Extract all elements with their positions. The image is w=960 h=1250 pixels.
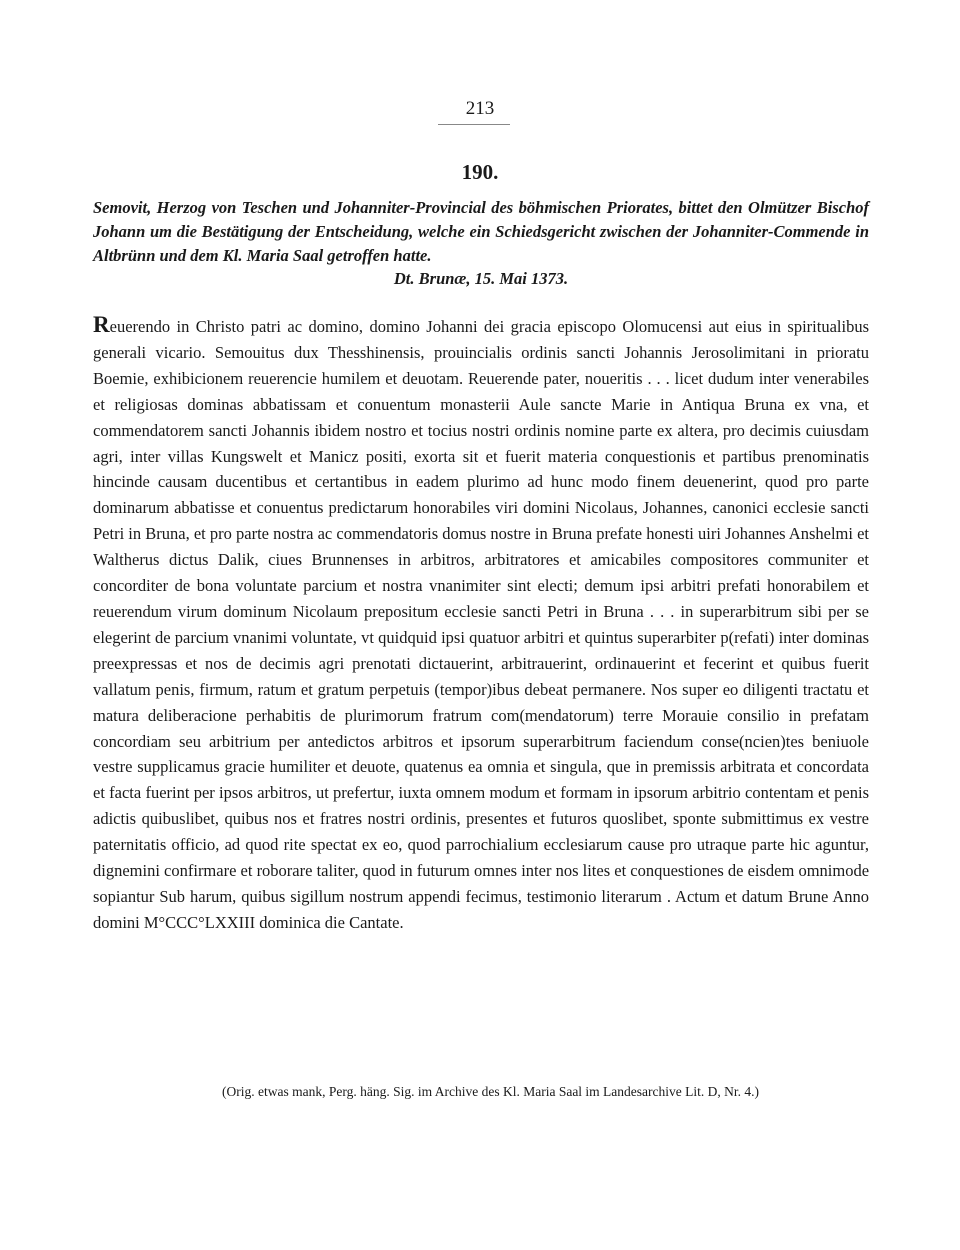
date-line: Dt. Brunæ, 15. Mai 1373. — [393, 269, 569, 289]
document-number: 190. — [461, 160, 499, 184]
charter-text — [93, 312, 869, 936]
document-summary — [93, 196, 869, 291]
drop-initial: R — [93, 312, 110, 337]
summary-text: Semovit, Herzog von Teschen und Johanniter-Provincial des böhmischen Priorates, bittet den Olmützer Bischof Johann um die Bestätigung der Entscheidung, welche ein Schiedsgericht zwischen der Johanniter-Commende in Altbrünn und dem Kl. Maria Saal getroffen hatte. — [93, 198, 869, 265]
page-number: 213 — [465, 98, 495, 119]
charter-body: euerendo in Christo patri ac domino, domino Johanni dei gracia episcopo Olomucensi aut eius in spiritualibus generali vicario. Semouitus dux Thesshinensis, prouincialis ordinis sancti Johannis Jerosolimitani in prioratu Boemie, exhibicionem reuerencie humilem et deuotam. Reuerende pater, noueritis . . . licet dudum inter venerabiles et religiosas dominas abbatissam et conuentum monasterii Aule sancte Marie in Antiqua Bruna ex vna, et commendatorem sancti Johannis ibidem nostro et tocius nostri ordinis nomine parte ex altera, pro decimis cuiusdam agri, inter villas Kungswelt et Manicz positi, exorta sit et fuerit materia conquestionis et partibus prenominatis hincinde causam ducentibus et certantibus in eadem plurimo ad hunc modo finem deuenerint, quod pro parte dominarum abbatisse et conuentus predictarum honorabiles viri domini Nicolaus, Johannes, canonici ecclesie sancti Petri in Bruna, et pro parte nostra ac commendatoris domus nostre in Bruna prefate honesti uiri Johannes Anshelmi et Waltherus dictus Dalik, ciues Brunnenses in arbitros, arbitratores et amicabiles compositores communiter et concorditer de bona voluntate parcium et nostra vnanimiter sint electi; demum ipsi arbitri prefati honorabilem et reuerendum virum dominum Nicolaum prepositum ecclesie sancti Petri in Bruna . . . in superarbitrum sibi per se elegerint de parcium vnanimi voluntate, vt quidquid ipsi quatuor arbitri et quintus superarbiter p(refati) inter dominas preexpressas et nos de decimis agri prenotati dictauerint, arbitrauerint, ordinauerint et fecerint et quibus fuerit vallatum penis, firmum, ratum et gratum perpetuis (tempor)ibus debeat permanere. Nos super eo diligenti tractatu et matura deliberacione perhabitis de plurimorum fratrum com(mendatorum) terre Morauie consilio in prefatam concordiam seu arbitrium per antedictos arbitros et ipsorum superarbitrum faciendum conse(ncien)tes beniuole vestre supplicamus gracie humiliter et deuote, quatenus ea omnia et singula, que in premissis arbitrata et concordata et facta fuerint per ipsos arbitros, ut prefertur, iuxta omnem modum et formam in ipsorum arbitrio contentam et penis adictis quibuslibet, quibus nos et fratres nostri ordinis, presentes et futuros quoslibet, sponte submittimus ex vestre paternitatis officio, ad quod rite spectat ex eo, quod parrochialium ecclesiarum cause pro utraque parte hic aguntur, dignemini confirmare et roborare taliter, quod in futurum omnes inter nos lites et conquestiones de eisdem omnimode sopiantur Sub harum, quibus sigillum nostrum appendi fecimus, testimonio literarum . Actum et datum Brune Anno domini M°CCC°LXXIII dominica die Cantate. — [93, 317, 870, 932]
header-rule — [438, 124, 510, 125]
source-note: (Orig. etwas mank, Perg. häng. Sig. im Archive des Kl. Maria Saal im Landesarchive Lit. D, Nr. 4.) — [222, 1084, 760, 1099]
